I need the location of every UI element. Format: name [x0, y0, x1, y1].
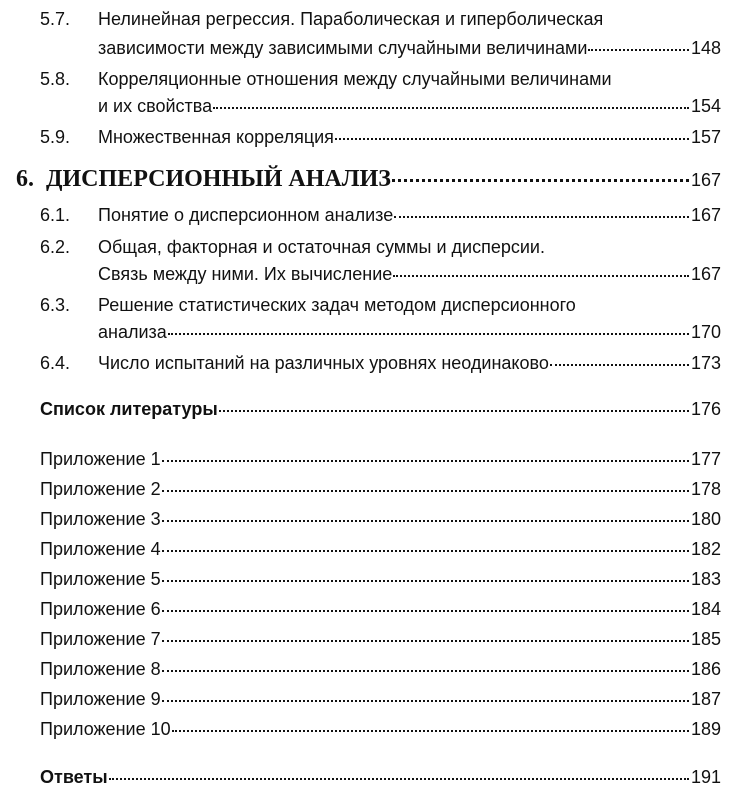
dot-leader [550, 364, 689, 366]
page-number: 167 [690, 170, 721, 190]
toc-entry-appendix[interactable] [40, 478, 721, 500]
section-title: Множественная корреляция [98, 127, 334, 147]
page-number: 187 [690, 689, 721, 709]
toc-entry[interactable] [98, 126, 721, 148]
section-number: 6.2. [40, 237, 71, 257]
section-number: 6.3. [40, 295, 71, 315]
literature-title: Список литературы [40, 399, 218, 419]
section-number: 6.1. [40, 205, 71, 225]
section-title: Число испытаний на различных уровнях неодинаково [98, 353, 549, 373]
page-number: 191 [690, 767, 721, 787]
toc-entry[interactable] [98, 204, 721, 226]
page-number: 189 [690, 719, 721, 739]
toc-chapter-entry[interactable] [16, 165, 721, 194]
appendix-title: Приложение 3 [40, 509, 161, 529]
page-number: 185 [690, 629, 721, 649]
dot-leader [162, 550, 689, 552]
toc-entry[interactable] [98, 37, 721, 59]
page-number: 167 [690, 205, 721, 225]
appendix-title: Приложение 5 [40, 569, 161, 589]
page-number: 186 [690, 659, 721, 679]
section-title-cont: и их свойства [98, 96, 213, 116]
toc-entry-answers[interactable] [40, 766, 721, 788]
dot-leader [392, 179, 689, 182]
toc-entry-appendix[interactable] [40, 538, 721, 560]
page-number: 170 [690, 322, 721, 342]
dot-leader [162, 640, 689, 642]
toc-entry[interactable] [98, 95, 721, 117]
dot-leader [335, 138, 689, 140]
appendix-title: Приложение 7 [40, 629, 161, 649]
toc-entry-appendix[interactable] [40, 598, 721, 620]
dot-leader [213, 107, 689, 109]
toc-entry[interactable] [98, 321, 721, 343]
dot-leader [588, 49, 689, 51]
toc-entry-appendix[interactable] [40, 448, 721, 470]
toc-entry-appendix[interactable] [40, 508, 721, 530]
dot-leader [162, 460, 689, 462]
section-title: Корреляционные отношения между случайными величинами [98, 69, 612, 89]
toc-entry-literature[interactable] [40, 398, 721, 420]
section-title-cont: Связь между ними. Их вычисление [98, 264, 393, 284]
dot-leader [162, 670, 689, 672]
chapter-title: ДИСПЕРСИОННЫЙ АНАЛИЗ [46, 166, 391, 192]
page-number: 178 [690, 479, 721, 499]
toc-entry-appendix[interactable] [40, 688, 721, 710]
dot-leader [109, 778, 689, 780]
page-number: 183 [690, 569, 721, 589]
section-number: 5.8. [40, 69, 71, 89]
appendix-title: Приложение 1 [40, 449, 161, 469]
appendix-title: Приложение 8 [40, 659, 161, 679]
toc-entry-appendix[interactable] [40, 718, 721, 740]
page-number: 154 [690, 96, 721, 116]
toc-entry-appendix[interactable] [40, 658, 721, 680]
page-number: 176 [690, 399, 721, 419]
page-number: 182 [690, 539, 721, 559]
section-title: Нелинейная регрессия. Параболическая и гиперболическая [98, 9, 604, 29]
appendix-title: Приложение 2 [40, 479, 161, 499]
toc-entry[interactable] [98, 263, 721, 285]
dot-leader [168, 333, 689, 335]
section-title: Решение статистических задач методом дисперсионного [98, 295, 576, 315]
section-title-cont: анализа [98, 322, 167, 342]
dot-leader [394, 216, 689, 218]
dot-leader [393, 275, 689, 277]
appendix-title: Приложение 6 [40, 599, 161, 619]
page-number: 157 [690, 127, 721, 147]
section-title-cont: зависимости между зависимыми случайными величинами [98, 38, 588, 58]
appendix-title: Приложение 10 [40, 719, 171, 739]
page-number: 177 [690, 449, 721, 469]
section-number: 5.9. [40, 127, 71, 147]
page-number: 148 [690, 38, 721, 58]
page-number: 167 [690, 264, 721, 284]
page-number: 184 [690, 599, 721, 619]
dot-leader [172, 730, 689, 732]
toc-entry-appendix[interactable] [40, 568, 721, 590]
toc-entry-appendix[interactable] [40, 628, 721, 650]
dot-leader [162, 490, 689, 492]
section-title: Общая, факторная и остаточная суммы и дисперсии. [98, 237, 545, 257]
dot-leader [219, 410, 689, 412]
dot-leader [162, 610, 689, 612]
appendix-title: Приложение 4 [40, 539, 161, 559]
section-number: 5.7. [40, 9, 71, 29]
appendix-title: Приложение 9 [40, 689, 161, 709]
dot-leader [162, 580, 689, 582]
section-title: Понятие о дисперсионном анализе [98, 205, 394, 225]
toc-entry[interactable] [98, 352, 721, 374]
page-number: 173 [690, 353, 721, 373]
answers-title: Ответы [40, 767, 108, 787]
page-number: 180 [690, 509, 721, 529]
dot-leader [162, 700, 689, 702]
chapter-number: 6. [16, 166, 34, 192]
section-number: 6.4. [40, 353, 71, 373]
dot-leader [162, 520, 689, 522]
